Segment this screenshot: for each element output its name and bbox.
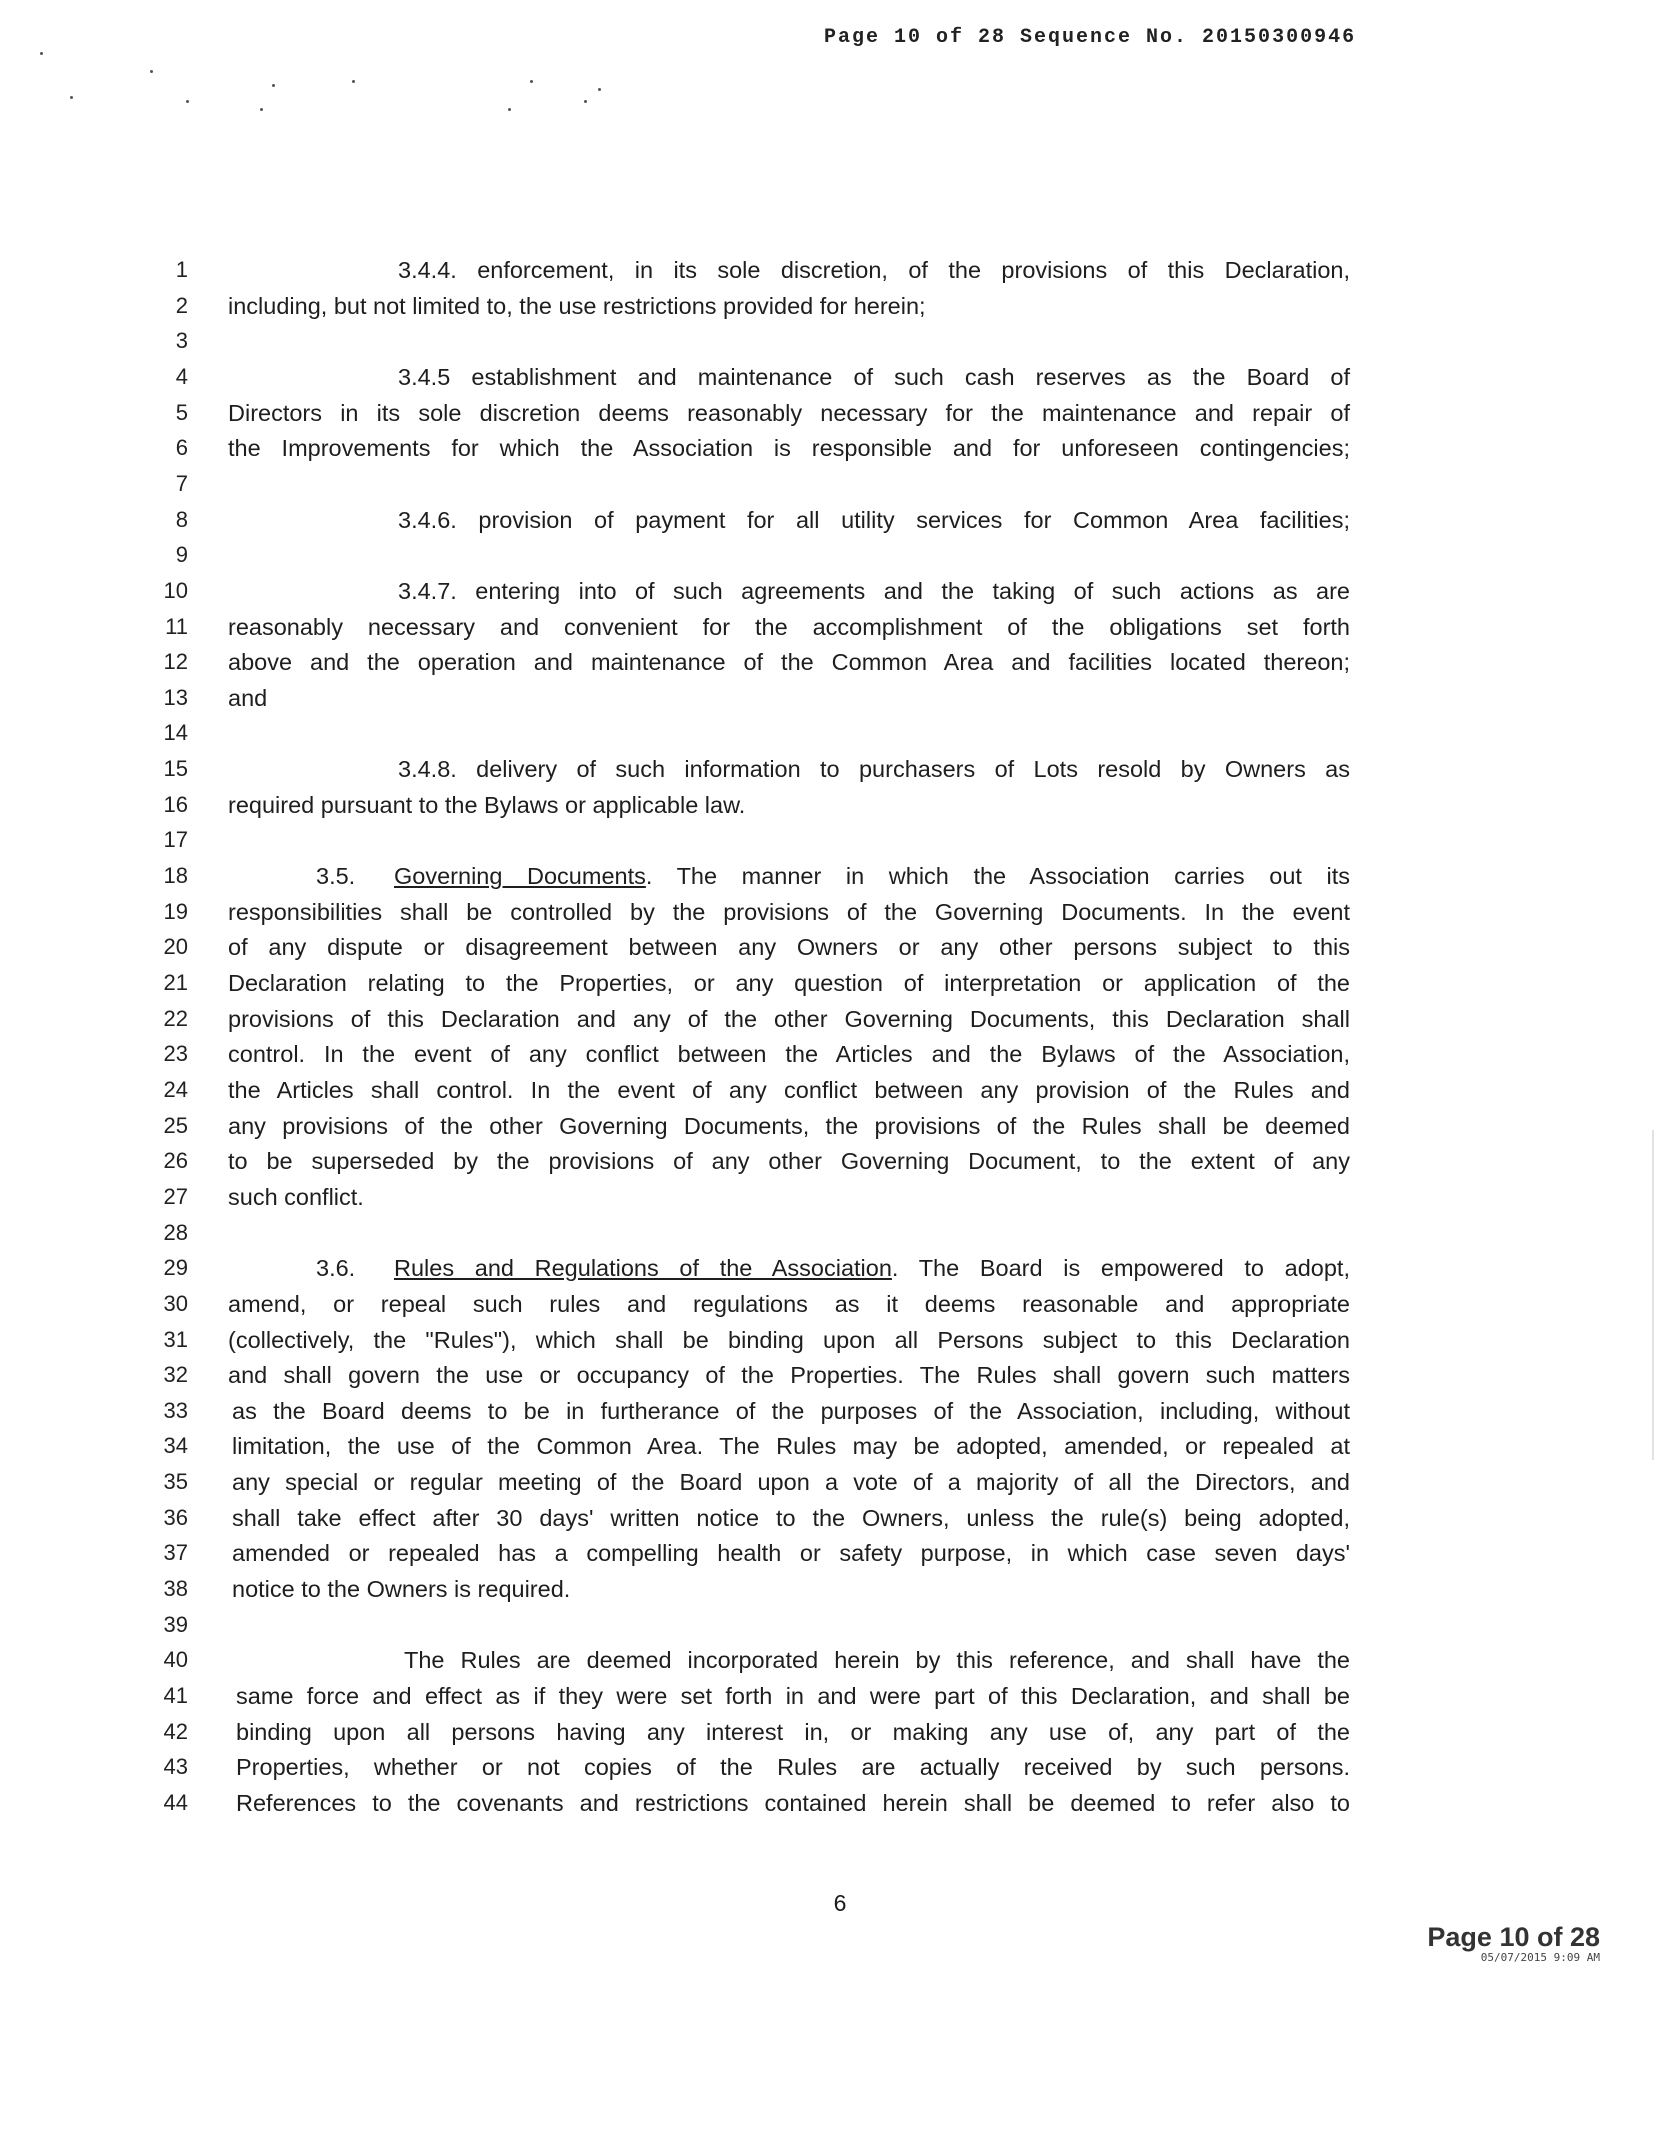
line-text — [228, 1143, 1350, 1179]
line-number: 15 — [163, 756, 188, 782]
document-line — [0, 252, 1664, 288]
line-number: 26 — [163, 1148, 188, 1174]
line-number: 4 — [175, 363, 188, 389]
line-number: 40 — [163, 1647, 188, 1673]
text-run: and shall govern the use or occupancy of the Properties. The Rules shall govern such matters — [228, 1362, 1350, 1389]
line-text — [232, 1393, 1350, 1429]
line-text — [228, 1108, 1350, 1144]
document-line — [0, 1108, 1664, 1144]
text-run: References to the covenants and restrictions contained herein shall be deemed to refer also to — [236, 1789, 1350, 1816]
text-run: provisions of this Declaration and any of the other Governing Documents, this Declaration shall — [228, 1005, 1350, 1032]
document-line — [0, 1535, 1664, 1571]
line-text — [236, 1749, 1350, 1785]
text-run: (collectively, the "Rules"), which shall be binding upon all Persons subject to this Declaration — [228, 1326, 1350, 1353]
document-line — [0, 359, 1664, 395]
line-text — [232, 1428, 1350, 1464]
document-line — [0, 1036, 1664, 1072]
document-line — [0, 537, 1664, 573]
line-text — [228, 609, 1350, 645]
text-run: 3.5. — [316, 863, 356, 890]
scan-speck — [598, 88, 601, 91]
line-number: 8 — [175, 506, 188, 532]
text-run: including, but not limited to, the use restrictions provided for herein; — [228, 292, 926, 319]
line-number: 22 — [163, 1005, 188, 1031]
document-line — [0, 1179, 1664, 1215]
line-number: 14 — [163, 720, 188, 746]
line-number: 43 — [163, 1754, 188, 1780]
text-run: required pursuant to the Bylaws or applicable law. — [228, 791, 746, 818]
stamp-datetime: 05/07/2015 9:09 AM — [1480, 1951, 1600, 1964]
document-line — [0, 1428, 1664, 1464]
line-number: 34 — [163, 1433, 188, 1459]
line-number: 3 — [175, 328, 188, 354]
line-text — [228, 1357, 1350, 1393]
text-run: above and the operation and maintenance of the Common Area and facilities located thereon; — [228, 649, 1350, 676]
document-line — [0, 573, 1664, 609]
line-number: 18 — [163, 863, 188, 889]
line-text — [404, 1642, 1350, 1678]
document-line — [0, 1143, 1664, 1179]
line-number: 33 — [163, 1397, 188, 1423]
line-number: 6 — [175, 435, 188, 461]
document-line — [0, 288, 1664, 324]
document-line — [0, 1642, 1664, 1678]
document-line — [0, 1001, 1664, 1037]
line-text — [228, 965, 1350, 1001]
line-text — [398, 359, 1350, 395]
line-text — [228, 1286, 1350, 1322]
text-run: . The manner in which the Association carries out its — [645, 863, 1351, 890]
text-run: Properties, whether or not copies of the Rules are actually received by such persons. — [236, 1754, 1350, 1781]
document-line — [0, 1749, 1664, 1785]
line-text — [316, 1250, 1350, 1286]
text-run: limitation, the use of the Common Area. The Rules may be adopted, amended, or repealed at — [232, 1433, 1350, 1460]
line-number: 21 — [163, 970, 188, 995]
document-line — [0, 1500, 1664, 1536]
line-number: 13 — [163, 684, 188, 710]
document-line — [0, 1607, 1664, 1643]
text-run: Directors in its sole discretion deems reasonably necessary for the maintenance and repair of — [228, 399, 1350, 426]
line-text — [228, 894, 1350, 930]
document-line — [0, 1286, 1664, 1322]
document-line — [0, 1072, 1664, 1108]
text-run: The Rules are deemed incorporated herein by this reference, and shall have the — [404, 1647, 1350, 1674]
line-text — [228, 680, 267, 716]
text-run: to be superseded by the provisions of any other Governing Document, to the extent of any — [228, 1148, 1350, 1175]
text-run: of any dispute or disagreement between any Owners or any other persons subject to this — [228, 934, 1350, 961]
text-run: notice to the Owners is required. — [232, 1576, 571, 1603]
line-number: 2 — [175, 292, 188, 318]
scan-edge-artifact — [1652, 1130, 1654, 1460]
text-run: binding upon all persons having any interest in, or making any use of, any part of the — [236, 1718, 1350, 1745]
document-line — [0, 680, 1664, 716]
document-line — [0, 430, 1664, 466]
line-text — [236, 1785, 1350, 1821]
text-run: any special or regular meeting of the Board upon a vote of a majority of all the Directors, and — [232, 1469, 1350, 1496]
line-text — [228, 430, 1350, 466]
line-number: 31 — [163, 1326, 188, 1352]
document-line — [0, 787, 1664, 823]
document-line — [0, 644, 1664, 680]
document-line — [0, 466, 1664, 502]
document-line — [0, 1250, 1664, 1286]
document-line — [0, 1464, 1664, 1500]
line-number: 23 — [163, 1041, 188, 1067]
line-number: 1 — [175, 257, 188, 282]
line-text — [398, 252, 1350, 288]
line-text — [236, 1678, 1350, 1714]
text-run: . The Board is empowered to adopt, — [891, 1255, 1350, 1282]
line-number: 7 — [175, 470, 188, 496]
line-number: 19 — [163, 898, 188, 924]
scan-speck — [584, 100, 587, 103]
line-number: 38 — [163, 1576, 188, 1602]
text-run: 3.4.6. provision of payment for all utility services for Common Area facilities; — [398, 506, 1350, 533]
scan-speck — [150, 70, 153, 73]
text-run: reasonably necessary and convenient for the accomplishment of the obligations set forth — [228, 613, 1350, 640]
line-number: 42 — [163, 1718, 188, 1744]
line-number: 12 — [163, 649, 188, 675]
line-text — [228, 644, 1350, 680]
document-line — [0, 751, 1664, 787]
scan-speck — [70, 96, 73, 99]
line-number: 39 — [163, 1611, 188, 1637]
line-number: 16 — [163, 791, 188, 817]
document-line — [0, 1785, 1664, 1821]
document-line — [0, 929, 1664, 965]
text-run: amended or repealed has a compelling health or safety purpose, in which case seven days' — [232, 1540, 1350, 1567]
line-number: 32 — [163, 1362, 188, 1388]
line-number: 20 — [163, 934, 188, 960]
document-line — [0, 858, 1664, 894]
line-text — [228, 395, 1350, 431]
line-number: 17 — [163, 827, 188, 853]
line-number: 11 — [165, 613, 188, 639]
text-run: amend, or repeal such rules and regulations as it deems reasonable and appropriate — [228, 1290, 1350, 1317]
document-line — [0, 1571, 1664, 1607]
document-line — [0, 822, 1664, 858]
text-run: 3.4.7. entering into of such agreements and the taking of such actions as are — [398, 577, 1350, 604]
scan-speck — [508, 108, 511, 111]
text-run: any provisions of the other Governing Documents, the provisions of the Rules shall be deemed — [228, 1112, 1350, 1139]
document-line — [0, 1393, 1664, 1429]
line-number: 41 — [163, 1683, 188, 1708]
line-text — [228, 1001, 1350, 1037]
scan-speck — [260, 108, 263, 111]
line-number: 27 — [163, 1183, 188, 1209]
document-line — [0, 323, 1664, 359]
line-text — [232, 1500, 1350, 1536]
page-number: 6 — [833, 1890, 847, 1916]
line-number: 37 — [163, 1540, 188, 1566]
line-text — [232, 1571, 570, 1607]
document-line — [0, 502, 1664, 538]
document-line — [0, 395, 1664, 431]
line-text — [398, 751, 1350, 787]
recorder-stamp — [1400, 1922, 1600, 1964]
line-number: 10 — [163, 577, 188, 603]
section-heading: Rules and Regulations of the Association — [394, 1255, 892, 1282]
line-number: 24 — [163, 1076, 188, 1102]
line-text — [228, 1322, 1350, 1358]
document-line — [0, 1714, 1664, 1750]
text-run: the Improvements for which the Association is responsible and for unforeseen contingencies; — [228, 435, 1350, 462]
line-text — [398, 573, 1350, 609]
line-number: 29 — [163, 1255, 188, 1281]
text-run: control. In the event of any conflict between the Articles and the Bylaws of the Association, — [228, 1041, 1350, 1068]
document-line — [0, 1322, 1664, 1358]
page-header: Page 10 of 28 Sequence No. 20150300946 — [824, 26, 1357, 49]
text-run: such conflict. — [228, 1183, 364, 1210]
text-run: and — [228, 684, 268, 711]
line-text — [236, 1714, 1350, 1750]
line-text — [228, 1036, 1350, 1072]
text-run: 3.6. — [316, 1255, 356, 1282]
scan-speck — [186, 100, 189, 103]
line-text — [316, 858, 1350, 894]
document-line — [0, 1215, 1664, 1251]
document-line — [0, 894, 1664, 930]
line-text — [232, 1464, 1350, 1500]
line-text — [398, 502, 1350, 538]
text-run: the Articles shall control. In the event of any conflict between any provision of the Rules and — [228, 1076, 1350, 1103]
line-number: 35 — [163, 1469, 188, 1495]
line-number: 30 — [163, 1290, 188, 1316]
scan-speck — [40, 52, 43, 55]
scan-speck — [352, 80, 355, 83]
text-run: responsibilities shall be controlled by the provisions of the Governing Documents. In the event — [228, 898, 1350, 925]
document-line — [0, 609, 1664, 645]
line-number: 28 — [163, 1219, 188, 1245]
document-line — [0, 1357, 1664, 1393]
document-line — [0, 965, 1664, 1001]
document-line — [0, 1678, 1664, 1714]
line-number: 9 — [175, 542, 188, 568]
stamp-page-count: Page 10 of 28 — [1427, 1922, 1600, 1952]
text-run: Declaration relating to the Properties, or any question of interpretation or application of the — [228, 970, 1350, 996]
line-text — [228, 787, 745, 823]
text-run: same force and effect as if they were set forth in and were part of this Declaration, and shall be — [236, 1683, 1350, 1709]
text-run: 3.4.4. enforcement, in its sole discretion, of the provisions of this Declaration, — [398, 257, 1350, 283]
line-number: 25 — [163, 1112, 188, 1138]
text-run: 3.4.5 establishment and maintenance of such cash reserves as the Board of — [398, 363, 1350, 390]
line-number: 5 — [175, 399, 188, 425]
line-text — [228, 1179, 364, 1215]
text-run: as the Board deems to be in furtherance of the purposes of the Association, including, without — [232, 1397, 1350, 1424]
line-number: 36 — [163, 1504, 188, 1530]
line-text — [228, 288, 926, 324]
document-line — [0, 715, 1664, 751]
text-run: shall take effect after 30 days' written notice to the Owners, unless the rule(s) being adopted, — [232, 1504, 1350, 1531]
scan-speck — [272, 84, 275, 87]
section-heading: Governing Documents — [394, 863, 646, 890]
line-text — [228, 1072, 1350, 1108]
line-text — [228, 929, 1350, 965]
text-run: 3.4.8. delivery of such information to purchasers of Lots resold by Owners as — [398, 756, 1350, 783]
scan-speck — [530, 80, 533, 83]
line-number: 44 — [163, 1789, 188, 1815]
line-text — [232, 1535, 1350, 1571]
